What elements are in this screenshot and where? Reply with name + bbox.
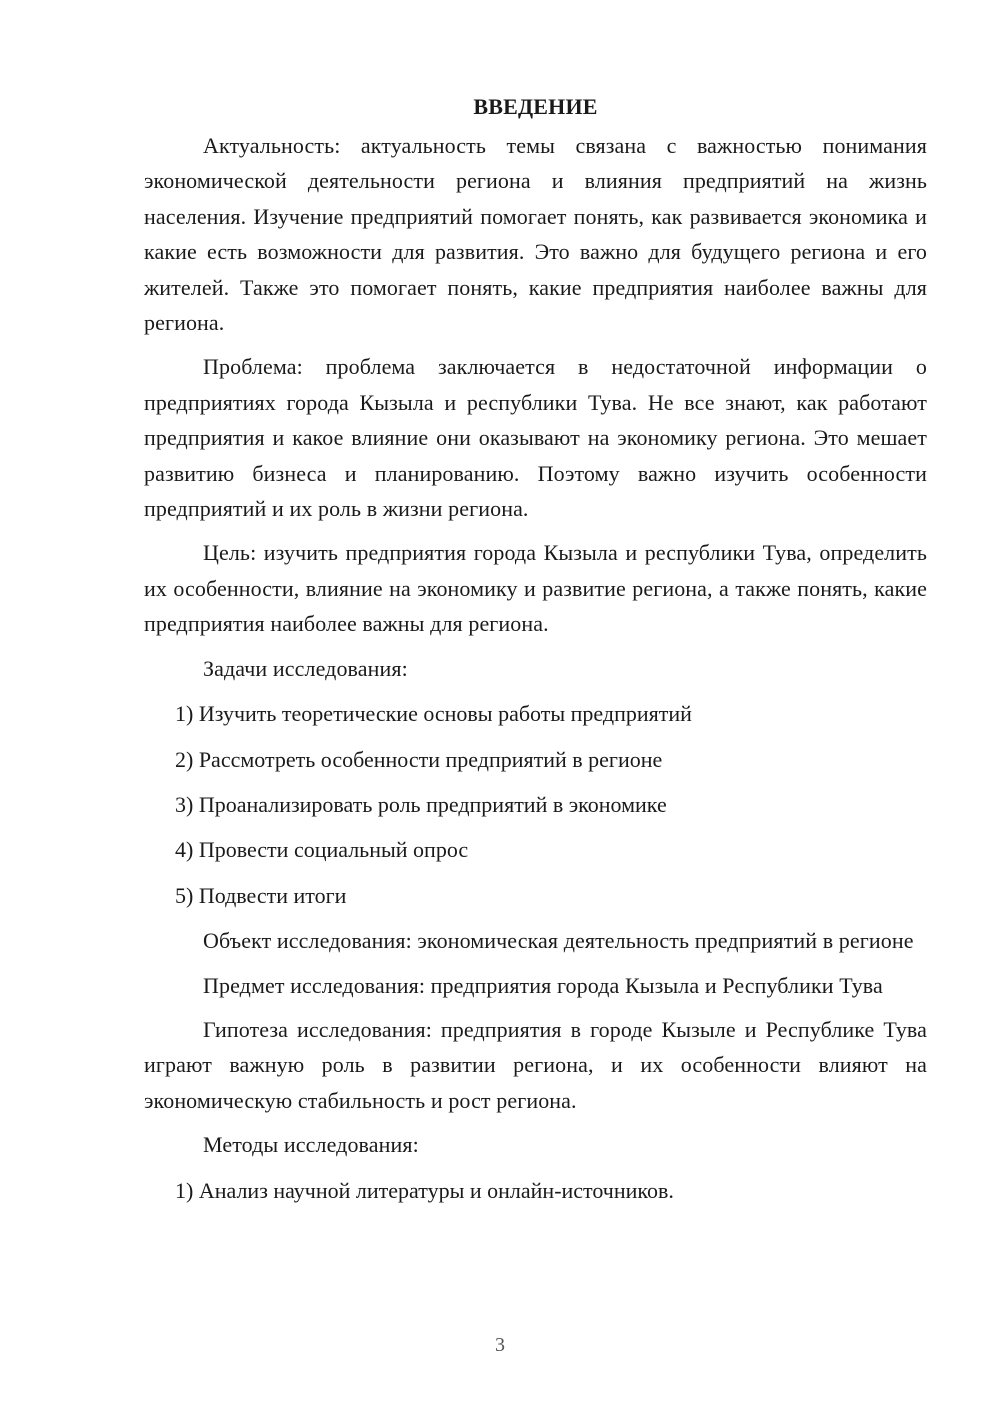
page-number: 3 — [495, 1334, 505, 1356]
methods-list — [144, 1173, 927, 1208]
tasks-list — [144, 696, 927, 913]
paragraph-hypothesis: Гипотеза исследования: предприятия в городе Кызыле и Республике Тува играют важную роль в развитии региона, и их особенности влияют на экономическую стабильность и рост региона. — [144, 1016, 927, 1113]
section-title: ВВЕДЕНИЕ — [473, 94, 598, 119]
paragraph-goal: Цель: изучить предприятия города Кызыла и республики Тува, определить их особенности, влияние на экономику и развитие региона, а также понять, какие предприятия наиболее важны для региона. — [144, 540, 927, 637]
list-item: 2) Рассмотреть особенности предприятий в регионе — [175, 746, 663, 772]
methods-heading: Методы исследования: — [203, 1132, 419, 1158]
list-item: 1) Изучить теоретические основы работы предприятий — [175, 701, 692, 727]
list-item: 1) Анализ научной литературы и онлайн-источников. — [175, 1177, 674, 1203]
paragraph-subject: Предмет исследования: предприятия города Кызыла и Республики Тува — [203, 972, 883, 998]
list-item: 4) Провести социальный опрос — [175, 837, 469, 863]
list-item: 5) Подвести итоги — [175, 882, 347, 908]
paragraph-relevance: Актуальность: актуальность темы связана с важностью понимания экономической деятельности региона и влияния предприятий на жизнь населения. Изучение предприятий помогает понять, как развивается экономика и какие есть возможности для развития. Это важно для будущего региона и его жителей. Также это помогает понять, какие предприятия наиболее важны для региона. — [144, 133, 927, 336]
list-item: 3) Проанализировать роль предприятий в экономике — [175, 791, 667, 817]
tasks-heading: Задачи исследования: — [203, 655, 408, 681]
document-page — [144, 92, 927, 1218]
paragraph-object: Объект исследования: экономическая деятельность предприятий в регионе — [203, 928, 914, 954]
paragraph-problem: Проблема: проблема заключается в недостаточной информации о предприятиях города Кызыла и республики Тува. Не все знают, как работают предприятия и какое влияние они оказывают на экономику региона. Это мешает развитию бизнеса и планированию. Поэтому важно изучить особенности предприятий и их роль в жизни региона. — [144, 354, 927, 522]
